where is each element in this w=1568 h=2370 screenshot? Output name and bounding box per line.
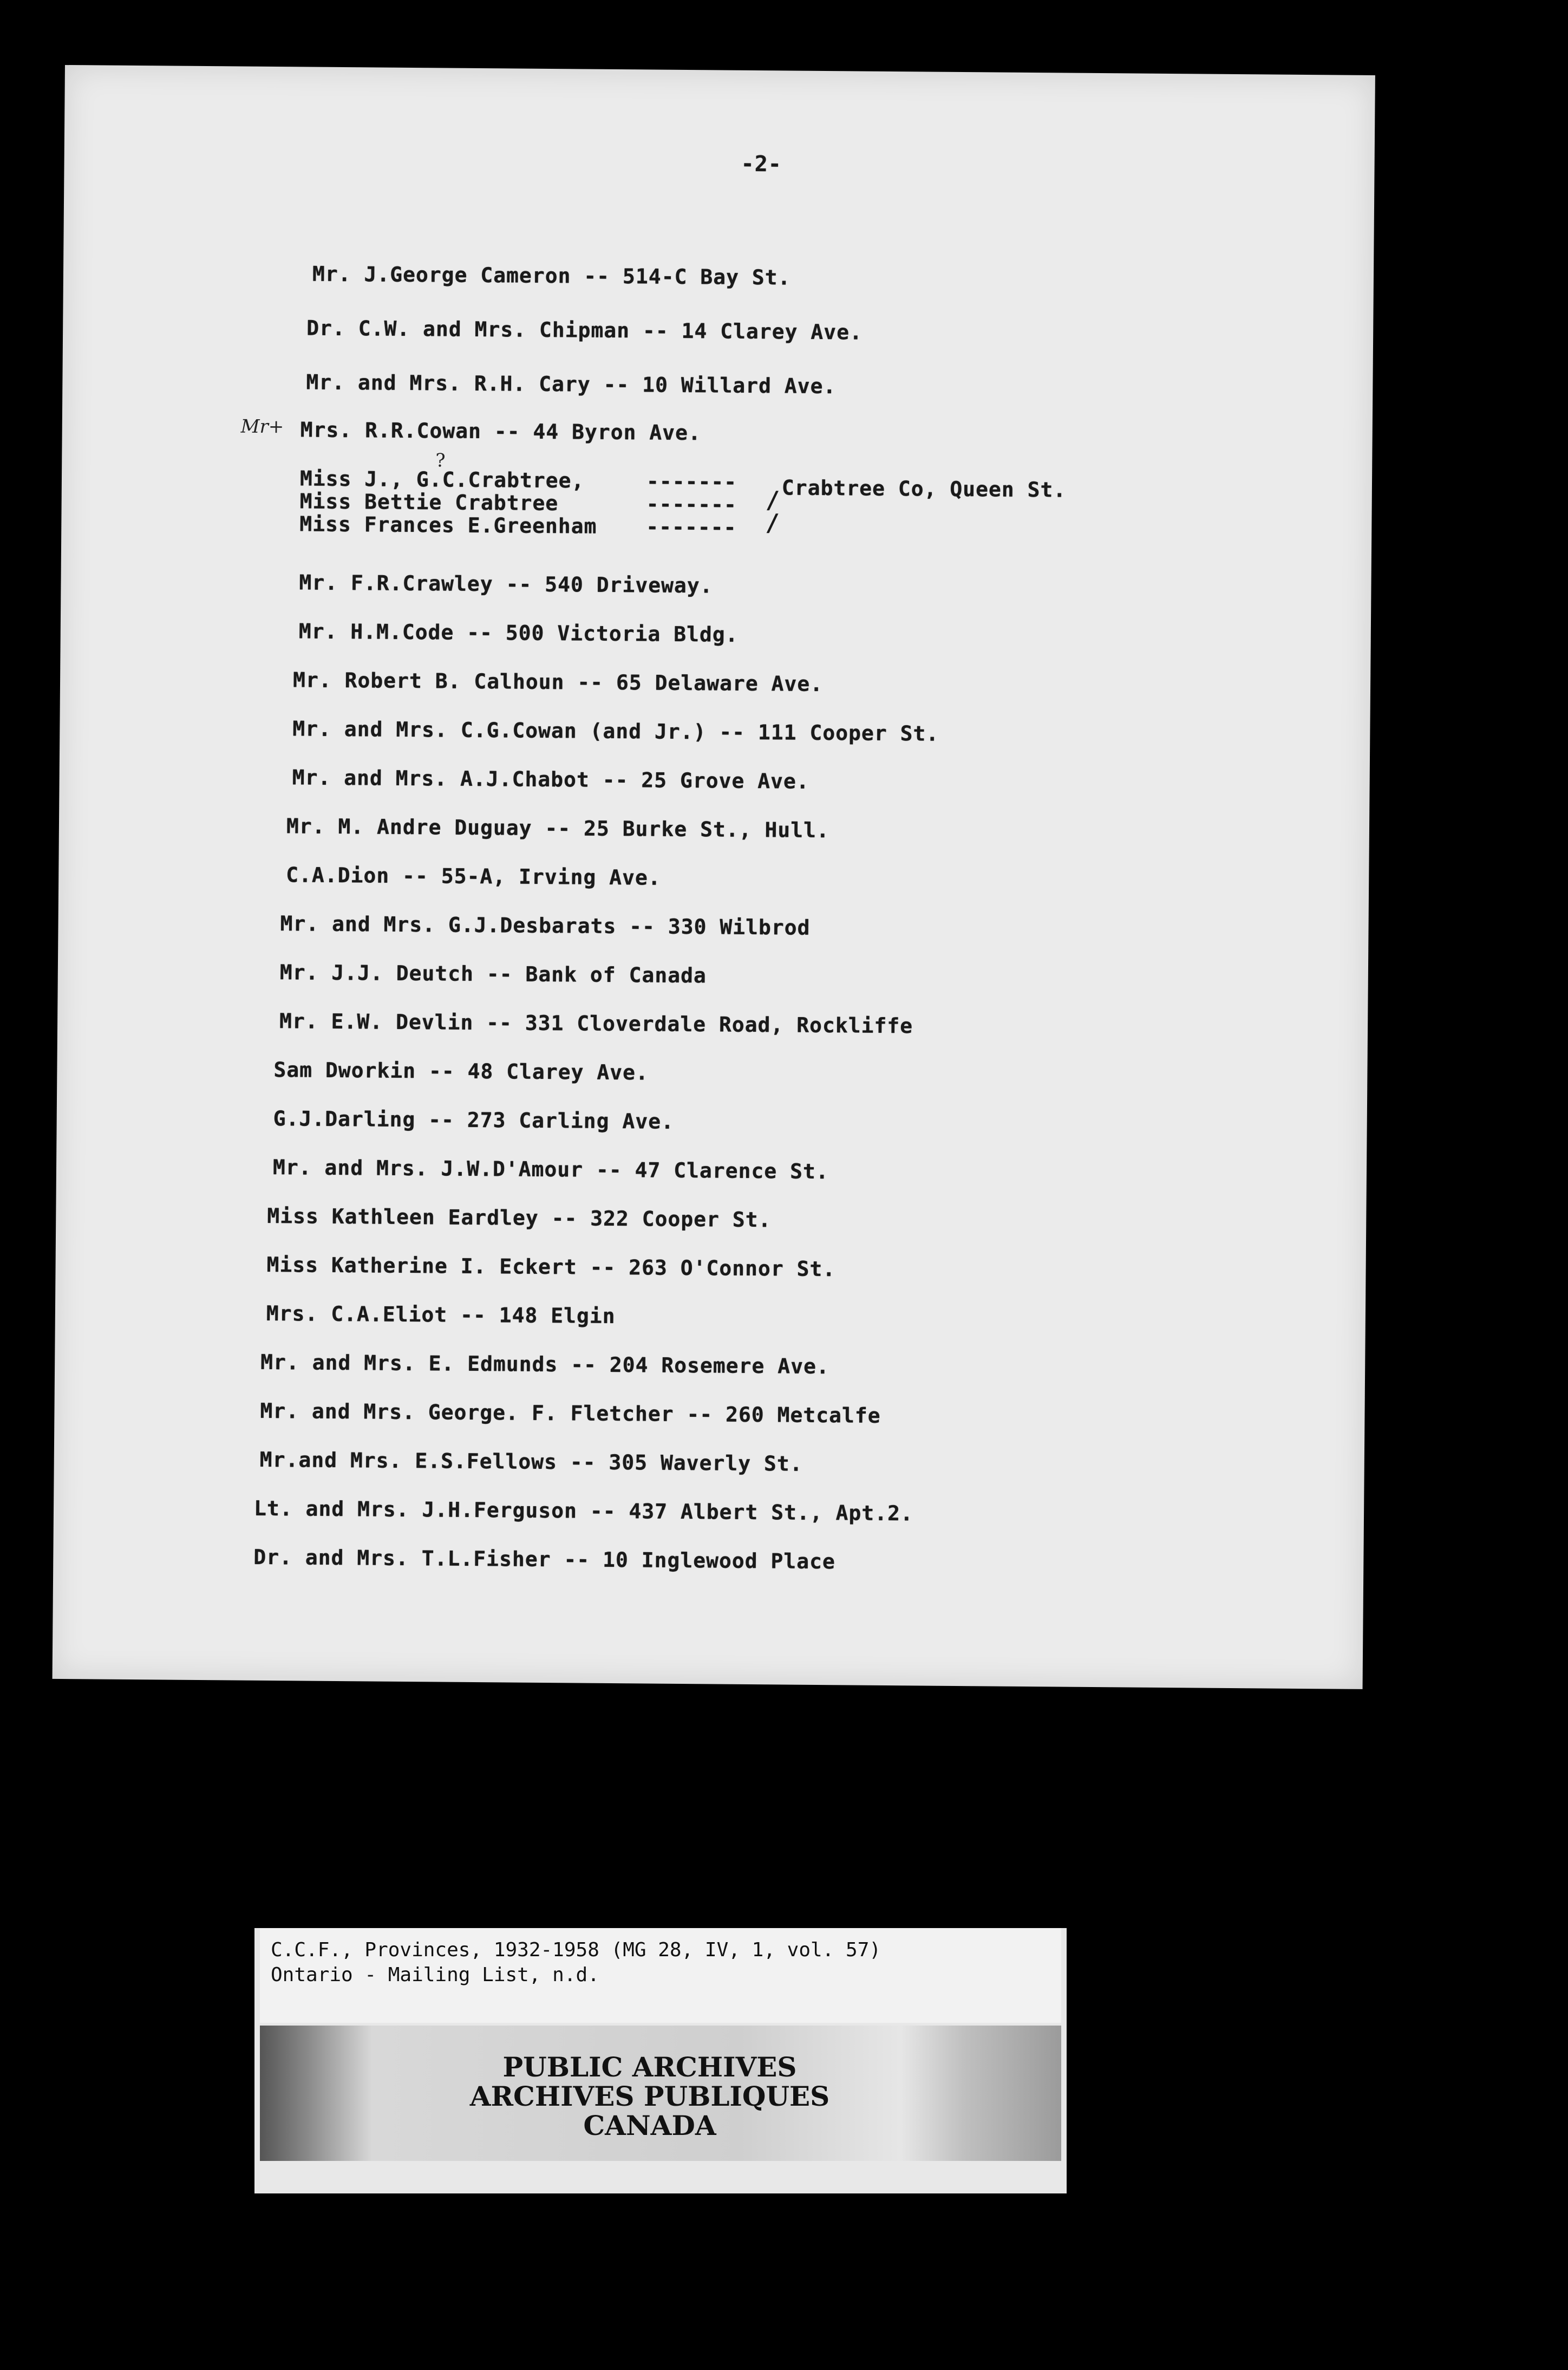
question-mark: ?: [435, 450, 446, 472]
entry-cowan: Mrs. R.R.Cowan -- 44 Byron Ave.: [300, 418, 702, 445]
bracket-slash-2: /: [765, 509, 780, 537]
stamp-line-1: PUBLIC ARCHIVES: [502, 2051, 797, 2083]
entry-eardley: Miss Kathleen Eardley -- 322 Cooper St.: [267, 1203, 772, 1232]
label-caption: [260, 1928, 1061, 2023]
page-number: -2-: [741, 151, 782, 177]
group-dashes-2: -------: [646, 492, 737, 517]
stamp-line-3: CANADA: [583, 2109, 716, 2141]
entry-ferguson: Lt. and Mrs. J.H.Ferguson -- 437 Albert St., Apt.2.: [253, 1496, 913, 1526]
entry-damour: Mr. and Mrs. J.W.D'Amour -- 47 Clarence St.: [272, 1155, 829, 1184]
entry-calhoun: Mr. Robert B. Calhoun -- 65 Delaware Ave.: [292, 668, 824, 696]
entry-dworkin: Sam Dworkin -- 48 Clarey Ave.: [273, 1058, 649, 1085]
entry-eliot: Mrs. C.A.Eliot -- 148 Elgin: [266, 1301, 616, 1329]
stamp-line-2: ARCHIVES PUBLIQUES: [469, 2080, 830, 2112]
group-dashes-1: -------: [646, 469, 737, 494]
group-line-1: Miss J., G.C.Crabtree,: [299, 466, 585, 493]
entry-devlin: Mr. E.W. Devlin -- 331 Cloverdale Road, Rockliffe: [279, 1009, 913, 1038]
group-line-3: Miss Frances E.Greenham: [299, 512, 597, 538]
margin-note: Mr+: [240, 415, 284, 438]
entry-eckert: Miss Katherine I. Eckert -- 263 O'Connor St.: [266, 1252, 836, 1281]
label-line-2: Ontario - Mailing List, n.d.: [271, 1964, 599, 1986]
group-line-2: Miss Bettie Crabtree: [299, 489, 559, 516]
entry-desbarats: Mr. and Mrs. G.J.Desbarats -- 330 Wilbrod: [280, 911, 811, 940]
entry-fisher: Dr. and Mrs. T.L.Fisher -- 10 Inglewood Place: [253, 1545, 836, 1574]
entry-cameron: Mr. J.George Cameron -- 514-C Bay St.: [312, 262, 791, 290]
archive-stamp-strip: [260, 2026, 1061, 2161]
document-page: [53, 65, 1375, 1689]
bracket-slash-1: /: [765, 486, 780, 515]
entry-edmunds: Mr. and Mrs. E. Edmunds -- 204 Rosemere Ave.: [260, 1350, 829, 1379]
archive-label: [254, 1928, 1067, 2193]
entry-crawley: Mr. F.R.Crawley -- 540 Driveway.: [299, 570, 713, 598]
entry-deutch: Mr. J.J. Deutch -- Bank of Canada: [279, 960, 707, 988]
entry-chipman: Dr. C.W. and Mrs. Chipman -- 14 Clarey Ave.: [306, 316, 863, 344]
entry-dion: C.A.Dion -- 55-A, Irving Ave.: [286, 863, 661, 890]
archive-stamp: [439, 2053, 861, 2140]
entry-cary: Mr. and Mrs. R.H. Cary -- 10 Willard Ave.: [306, 370, 837, 399]
entry-fellows: Mr.and Mrs. E.S.Fellows -- 305 Waverly St.: [259, 1447, 803, 1476]
group-dashes-3: -------: [646, 515, 737, 539]
entry-chabot: Mr. and Mrs. A.J.Chabot -- 25 Grove Ave.: [292, 765, 809, 793]
entry-duguay: Mr. M. Andre Duguay -- 25 Burke St., Hull.: [286, 814, 829, 843]
label-line-1: C.C.F., Provinces, 1932-1958 (MG 28, IV, 1, vol. 57): [271, 1939, 881, 1961]
crabtree-group: [299, 467, 1166, 567]
entry-code: Mr. H.M.Code -- 500 Victoria Bldg.: [298, 619, 739, 647]
entry-cowan-cg: Mr. and Mrs. C.G.Cowan (and Jr.) -- 111 Cooper St.: [292, 717, 939, 746]
entry-darling: G.J.Darling -- 273 Carling Ave.: [273, 1106, 675, 1134]
entry-fletcher: Mr. and Mrs. George. F. Fletcher -- 260 Metcalfe: [260, 1398, 881, 1428]
group-address: Crabtree Co, Queen St.: [781, 476, 1067, 502]
